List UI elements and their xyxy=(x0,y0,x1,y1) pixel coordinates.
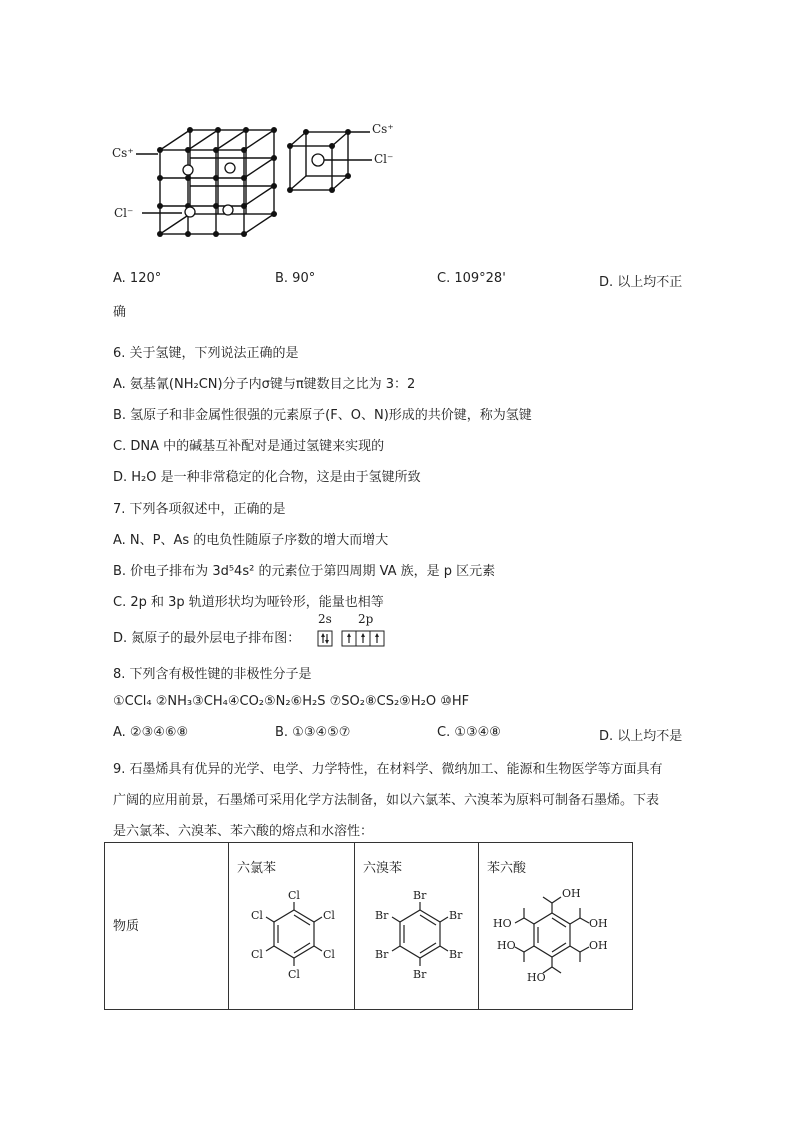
table-row-label-cell xyxy=(105,843,229,1010)
cl-ion-label-left: Cl⁻ xyxy=(114,206,134,220)
cl-ion-label-right: Cl⁻ xyxy=(374,152,394,166)
cscl-crystal-figure xyxy=(110,120,410,250)
ho-label: HO xyxy=(493,917,512,930)
cl-substituent: Cl xyxy=(251,948,263,961)
q8-option-d: D. 以上均不是 xyxy=(599,729,683,744)
br-substituent: Br xyxy=(375,909,389,922)
q6-option-a: A. 氨基氰(NH₂CN)分子内σ键与π键数目之比为 3：2 xyxy=(113,377,416,392)
orbital-2s-label: 2s xyxy=(318,612,332,626)
q7-option-a: A. N、P、As 的电负性随原子序数的增大而增大 xyxy=(113,533,389,548)
oh-label: OH xyxy=(589,939,608,952)
header-hexabromobenzene: 六溴苯 xyxy=(363,861,403,876)
q7-stem: 7. 下列各项叙述中，正确的是 xyxy=(113,502,286,517)
q9-line-2: 广阔的应用前景，石墨烯可采用化学方法制备，如以六氯苯、六溴苯为原料可制备石墨烯。下表 xyxy=(113,793,660,808)
q8-stem: 8. 下列含有极性键的非极性分子是 xyxy=(113,667,312,682)
mellitic-acid-structure xyxy=(485,885,619,995)
hexachlorobenzene-structure xyxy=(239,885,349,995)
br-substituent: Br xyxy=(449,948,463,961)
hexabromobenzene-structure xyxy=(365,885,475,995)
q9-line-1: 9. 石墨烯具有优异的光学、电学、力学特性，在材料学、微纳加工、能源和生物医学等方面具有 xyxy=(113,762,663,777)
ho-label: HO xyxy=(497,939,516,952)
q8-option-c: C. ①③④⑧ xyxy=(437,725,501,740)
cs-ion-label-right: Cs⁺ xyxy=(372,122,394,136)
q8-molecule-list: ①CCl₄ ②NH₃③CH₄④CO₂⑤N₂⑥H₂S ⑦SO₂⑧CS₂⑨H₂O ⑩HF xyxy=(113,694,470,709)
cl-substituent: Cl xyxy=(323,948,335,961)
br-substituent: Br xyxy=(449,909,463,922)
cs-ion-label-left: Cs⁺ xyxy=(112,146,134,160)
q5-option-d: D. 以上均不正 xyxy=(599,275,683,290)
q6-option-c: C. DNA 中的碱基互补配对是通过氢键来实现的 xyxy=(113,439,385,454)
hexachlorobenzene-cell xyxy=(229,843,355,1010)
header-hexachlorobenzene: 六氯苯 xyxy=(237,861,277,876)
hexabromobenzene-cell xyxy=(355,843,479,1010)
br-substituent: Br xyxy=(375,948,389,961)
cl-substituent: Cl xyxy=(251,909,263,922)
q5-option-c: C. 109°28' xyxy=(437,271,506,286)
br-substituent: Br xyxy=(413,968,427,981)
q6-option-b: B. 氢原子和非金属性很强的元素原子(F、O、N)形成的共价键，称为氢键 xyxy=(113,408,532,423)
q8-option-b: B. ①③④⑤⑦ xyxy=(275,725,351,740)
header-mellitic-acid: 苯六酸 xyxy=(487,861,527,876)
orbital-diagram xyxy=(316,612,396,652)
mellitic-acid-cell xyxy=(479,843,633,1010)
cscl-lattice-diagram xyxy=(110,120,410,250)
q5-option-a: A. 120° xyxy=(113,271,162,286)
q7-option-c: C. 2p 和 3p 轨道形状均为哑铃形，能量也相等 xyxy=(113,595,384,610)
q6-option-d: D. H₂O 是一种非常稳定的化合物，这是由于氢键所致 xyxy=(113,470,421,485)
q6-stem: 6. 关于氢键，下列说法正确的是 xyxy=(113,346,299,361)
orbital-2p-label: 2p xyxy=(358,612,374,626)
q5-option-d-wrap: 确 xyxy=(113,305,127,320)
q7-option-d: D. 氮原子的最外层电子排布图： xyxy=(113,631,301,646)
cl-substituent: Cl xyxy=(323,909,335,922)
oh-label: OH xyxy=(589,917,608,930)
properties-table xyxy=(104,842,633,1010)
oh-label: OH xyxy=(562,887,581,900)
br-substituent: Br xyxy=(413,889,427,902)
row-label-substance: 物质 xyxy=(113,919,140,934)
q5-option-b: B. 90° xyxy=(275,271,316,286)
q7-option-b: B. 价电子排布为 3d⁵4s² 的元素位于第四周期 VA 族，是 p 区元素 xyxy=(113,564,496,579)
cl-substituent: Cl xyxy=(288,968,300,981)
q8-option-a: A. ②③④⑥⑧ xyxy=(113,725,189,740)
ho-label: HO xyxy=(527,971,546,984)
q9-line-3: 是六氯苯、六溴苯、苯六酸的熔点和水溶性： xyxy=(113,824,374,839)
cl-substituent: Cl xyxy=(288,889,300,902)
